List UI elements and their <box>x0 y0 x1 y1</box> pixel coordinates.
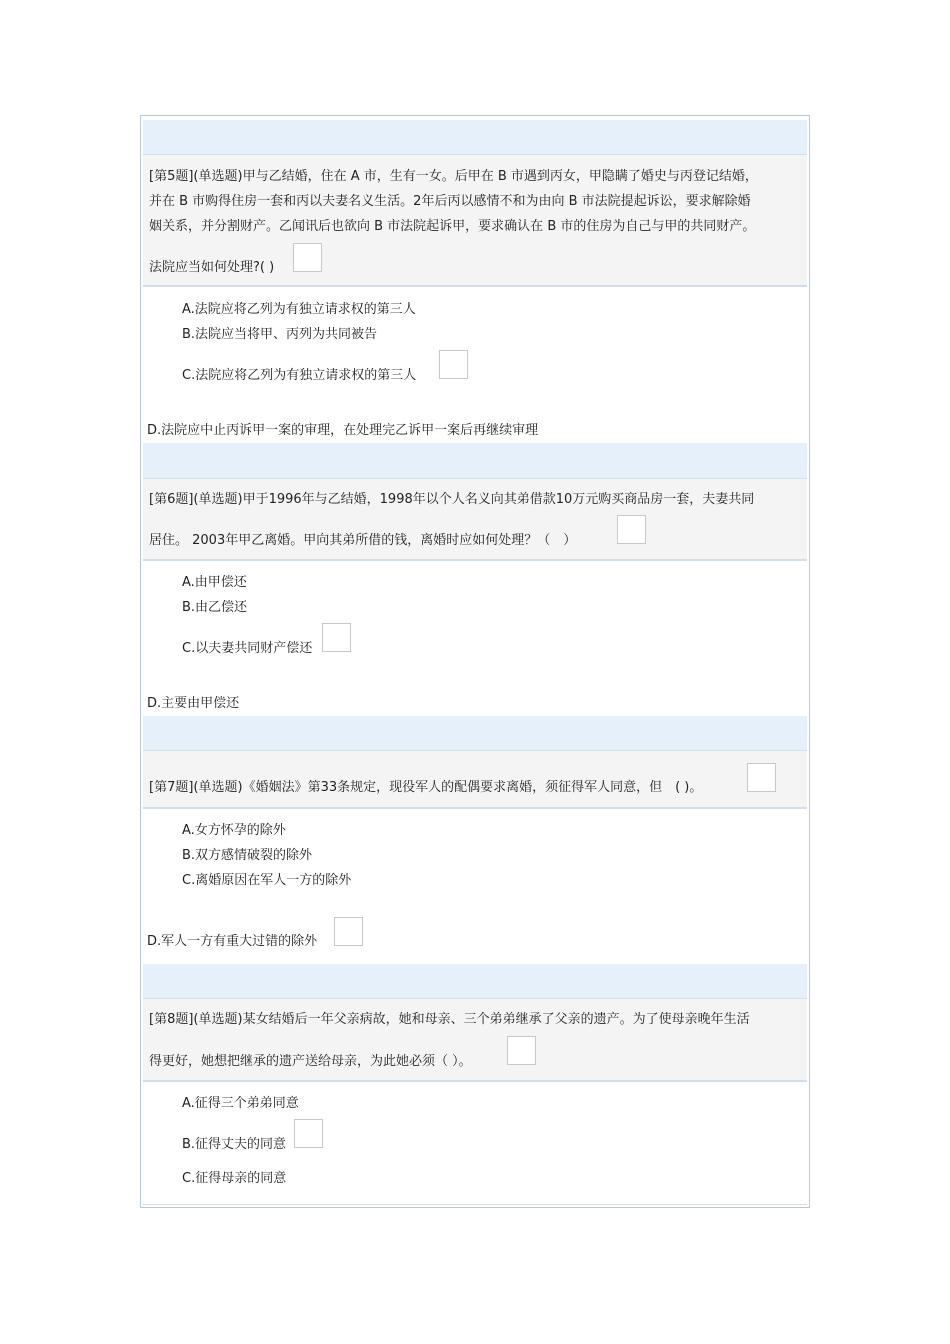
question-6-option-b[interactable]: B.由乙偿还 <box>182 600 248 615</box>
question-8-header <box>143 998 807 1082</box>
question-7-header <box>143 750 807 809</box>
question-7-label: [第7题](单选题) <box>149 780 243 795</box>
question-8-option-c[interactable]: C.征得母亲的同意 <box>182 1171 287 1186</box>
bottom-divider <box>143 1204 807 1205</box>
question-6-stem-line-1: [第6题](单选题)甲于1996年与乙结婚，1998年以个人名义向其弟借款10万元购买商品房一套，夫妻共同 <box>149 492 755 507</box>
question-5-option-a[interactable]: A.法院应将乙列为有独立请求权的第三人 <box>182 302 416 317</box>
question-7-option-c[interactable]: C.离婚原因在军人一方的除外 <box>182 873 352 888</box>
question-7-option-b[interactable]: B.双方感情破裂的除外 <box>182 848 313 863</box>
question-5-stem-line-2: 并在 B 市购得住房一套和丙以夫妻名义生活。2年后丙以感情不和为由向 B 市法院提起诉讼，要求解除婚 <box>149 194 751 209</box>
question-6-top-band <box>143 443 807 478</box>
question-7-image-placeholder <box>747 763 776 792</box>
question-8-option-a[interactable]: A.征得三个弟弟同意 <box>182 1096 299 1111</box>
question-7-stem-line-1: [第7题](单选题)《婚姻法》第33条规定，现役军人的配偶要求离婚，须征得军人同意，但 ( )。 <box>149 780 703 795</box>
question-5-option-b[interactable]: B.法院应当将甲、丙列为共同被告 <box>182 327 378 342</box>
question-5-stem-line-3: 姻关系，并分割财产。乙闻讯后也欲向 B 市法院起诉甲，要求确认在 B 市的住房为自己与甲的共同财产。 <box>149 219 756 234</box>
question-5-header <box>143 154 807 287</box>
question-8-label: [第8题](单选题) <box>149 1012 243 1027</box>
question-5-stem-line-1: [第5题](单选题)甲与乙结婚，住在 A 市，生有一女。后甲在 B 市遇到丙女，甲隐瞒了婚史与丙登记结婚， <box>149 169 758 184</box>
question-8-option-b[interactable]: B.征得丈夫的同意 <box>182 1137 287 1152</box>
question-6-option-a[interactable]: A.由甲偿还 <box>182 575 247 590</box>
question-8-option-b-image-placeholder <box>294 1119 323 1148</box>
question-6-label: [第6题](单选题) <box>149 492 243 507</box>
question-6-option-c-image-placeholder <box>322 623 351 652</box>
question-6-header <box>143 478 807 561</box>
question-5-image-placeholder <box>293 243 322 272</box>
question-6-image-placeholder <box>617 515 646 544</box>
question-5-label: [第5题](单选题) <box>149 169 243 184</box>
question-7-option-d-image-placeholder <box>334 917 363 946</box>
question-6-option-c[interactable]: C.以夫妻共同财产偿还 <box>182 641 313 656</box>
question-8-stem-line-1: [第8题](单选题)某女结婚后一年父亲病故，她和母亲、三个弟弟继承了父亲的遗产。为了使母亲晚年生活 <box>149 1012 750 1027</box>
question-7-option-d[interactable]: D.军人一方有重大过错的除外 <box>147 934 318 949</box>
question-7-top-band <box>143 716 807 750</box>
question-6-stem-line-2: 居住。 2003年甲乙离婚。甲向其弟所借的钱，离婚时应如何处理？（ ） <box>149 533 577 548</box>
question-5-stem-line-4: 法院应当如何处理?( ) <box>149 260 275 275</box>
question-8-top-band <box>143 964 807 998</box>
question-8-stem-line-2: 得更好，她想把继承的遗产送给母亲，为此她必须（ ）。 <box>149 1054 472 1069</box>
question-5-top-band <box>143 120 807 154</box>
question-8-image-placeholder <box>507 1036 536 1065</box>
question-6-option-d[interactable]: D.主要由甲偿还 <box>147 696 240 711</box>
question-5-option-c-image-placeholder <box>439 350 468 379</box>
question-7-option-a[interactable]: A.女方怀孕的除外 <box>182 823 286 838</box>
question-5-option-c[interactable]: C.法院应将乙列为有独立请求权的第三人 <box>182 368 417 383</box>
question-5-option-d[interactable]: D.法院应中止丙诉甲一案的审理，在处理完乙诉甲一案后再继续审理 <box>147 423 539 438</box>
question-list-panel <box>140 115 810 1208</box>
